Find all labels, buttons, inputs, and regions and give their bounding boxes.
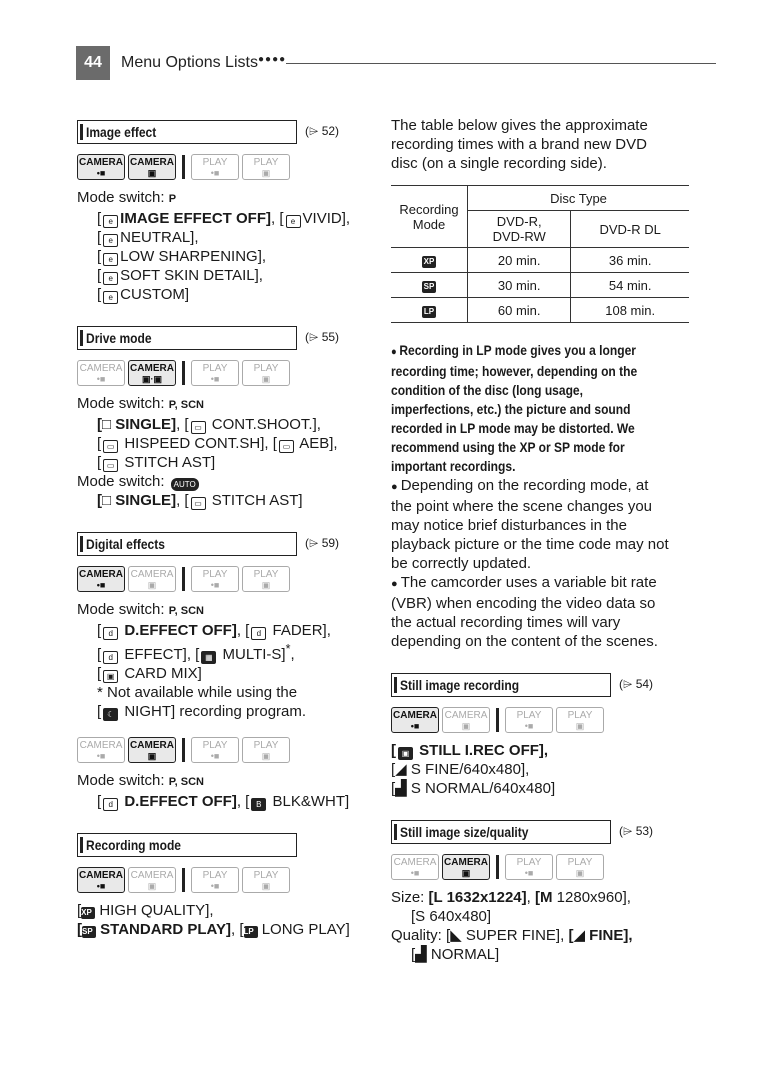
cont-shoot-option: CONT.SHOOT.],	[207, 416, 321, 433]
switch-label: Mode switch:	[77, 772, 165, 789]
dvd-r-head-2: DVD-RW	[492, 229, 546, 244]
table-cell: 36 min.	[571, 248, 689, 273]
mode-camera-movie-icon: CAMERA •■	[77, 566, 125, 592]
bracket: [	[97, 286, 102, 303]
box-bar	[394, 677, 397, 693]
drive-mode-modes	[77, 358, 377, 388]
sep: ,	[526, 889, 535, 906]
lp-note-1: ● Recording in LP mode gives you a longer	[391, 341, 692, 362]
bracket: [	[391, 742, 396, 759]
table-row	[391, 273, 689, 298]
stitch-icon: ▭	[103, 459, 118, 472]
recording-mode-title: Recording mode	[86, 837, 182, 853]
still-rec-line-1	[391, 741, 691, 760]
recording-mode-box	[77, 833, 297, 857]
neutral-option: NEUTRAL],	[120, 229, 199, 246]
drive-mode-line-1	[77, 415, 377, 434]
lp-note-5: recorded in LP mode may be distorted. We	[391, 420, 635, 436]
mode-camera-movie-icon: CAMERA •■	[391, 707, 439, 733]
drive-mode-title: Drive mode	[86, 330, 152, 346]
digital-effects-switch	[77, 600, 377, 621]
mode-play-still-icon: PLAY ▣	[242, 867, 290, 893]
vbr-note-3: the actual recording times will vary	[391, 614, 621, 631]
digital-effects-modes-2	[77, 735, 377, 765]
dvd-r-dl-header: DVD-R DL	[571, 211, 689, 248]
mode-camera-movie-icon: CAMERA •■	[391, 854, 439, 880]
header-rule	[286, 63, 716, 64]
bracket: [	[77, 902, 82, 919]
effect-off-icon: e	[103, 215, 118, 228]
digital-effects-box	[77, 532, 297, 556]
high-quality-option: HIGH QUALITY],	[95, 902, 214, 919]
multi-s-option: MULTI-S]	[218, 646, 286, 663]
image-effect-line-5	[77, 285, 377, 304]
sep: , [	[236, 793, 250, 810]
sep: , [	[176, 492, 189, 509]
drive-mode-line-4	[77, 491, 377, 510]
mode-camera-still-icon: CAMERA ▣	[442, 707, 490, 733]
effect-option: EFFECT], [	[120, 646, 200, 663]
low-sharpening-icon: e	[103, 253, 118, 266]
digital-effects-section	[77, 532, 377, 556]
drive-mode-line-2	[77, 434, 377, 453]
effect-icon: d	[103, 651, 118, 664]
box-bar	[80, 330, 83, 346]
table-cell: 30 min.	[468, 273, 571, 298]
sep: , [	[231, 921, 244, 938]
still-rec-modes	[391, 705, 691, 735]
bracket: , [	[271, 210, 284, 227]
scene-note-2: the point where the scene changes you	[391, 498, 653, 515]
vbr-note-1: ● The camcorder uses a variable bit rate	[391, 573, 691, 594]
single-option: [□ SINGLE]	[97, 416, 177, 433]
lp-icon: LP	[423, 307, 435, 316]
aeb-icon: ▭	[279, 440, 294, 453]
recording-mode-section	[77, 833, 377, 857]
fine-option: FINE],	[584, 927, 633, 944]
size-medium: 1280x960],	[552, 889, 631, 906]
lp-note-3: condition of the disc (long usage,	[391, 382, 583, 398]
image-effect-modes	[77, 152, 377, 182]
rec-mode-head-1: Recording	[399, 201, 459, 217]
box-bar	[394, 824, 397, 840]
bracket: [	[97, 248, 102, 265]
box-bar	[80, 837, 83, 853]
mode-play-movie-icon: PLAY •■	[191, 566, 239, 592]
still-rec-box	[391, 673, 611, 697]
stitch-icon: ▭	[191, 497, 206, 510]
bracket: [	[97, 665, 102, 682]
bracket: [	[391, 761, 396, 778]
switch-label: Mode switch:	[77, 473, 165, 490]
mode-play-still-icon: PLAY ▣	[556, 707, 604, 733]
right-column	[391, 116, 691, 964]
aeb-option: AEB],	[295, 435, 338, 452]
still-rec-ref: (⌲ 54)	[619, 677, 654, 691]
mode-divider	[182, 155, 185, 179]
bracket: [	[97, 646, 102, 663]
card-mix-icon: ▣	[103, 670, 118, 683]
still-rec-line-2	[391, 760, 691, 779]
mode-play-still-icon: PLAY ▣	[242, 154, 290, 180]
dvd-r-header	[468, 211, 571, 248]
fader-option: FADER],	[268, 622, 331, 639]
switch-value: P	[168, 193, 177, 205]
hispeed-icon: ▭	[103, 440, 118, 453]
still-size-ref: (⌲ 53)	[619, 824, 654, 838]
image-effect-title: Image effect	[86, 124, 157, 140]
mode-divider	[182, 738, 185, 762]
left-column	[77, 120, 377, 939]
auto-icon: AUTO	[171, 478, 199, 491]
quality-label: Quality:	[391, 927, 447, 944]
rec-mode-head-2: Mode	[412, 216, 446, 232]
bracket: [	[97, 622, 102, 639]
mode-play-movie-icon: PLAY •■	[191, 867, 239, 893]
digital-effects-note-1: * Not available while using the	[97, 684, 298, 701]
lp-note-7: important recordings.	[391, 458, 516, 474]
mode-camera-still-icon: CAMERA ▣	[128, 867, 176, 893]
still-size-line-3	[391, 926, 691, 945]
still-off-icon: ▣	[398, 747, 413, 760]
mode-play-still-icon: PLAY ▣	[242, 737, 290, 763]
digital-effects-title: Digital effects	[86, 536, 165, 552]
image-effect-line-4	[77, 266, 377, 285]
table-row	[391, 298, 689, 323]
recording-mode-line-2	[77, 920, 377, 939]
vbr-note-2: (VBR) when encoding the video data so	[391, 595, 656, 612]
bracket: [	[97, 210, 102, 227]
image-effect-ref: (⌲ 52)	[305, 124, 340, 138]
box-bar	[80, 536, 83, 552]
soft-skin-option: SOFT SKIN DETAIL],	[120, 267, 263, 284]
still-size-modes	[391, 852, 691, 882]
mode-play-still-icon: PLAY ▣	[242, 566, 290, 592]
bracket: [	[97, 229, 102, 246]
soft-skin-icon: e	[103, 272, 118, 285]
digital-effects-ref: (⌲ 59)	[305, 536, 340, 550]
scene-note-1: ● Depending on the recording mode, at	[391, 476, 691, 497]
scene-note-3: may notice brief disturbances in the	[391, 517, 627, 534]
image-effect-off: IMAGE EFFECT OFF]	[120, 210, 271, 227]
lp-note-4: imperfections, etc.) the picture and sound	[391, 401, 631, 417]
still-rec-line-3	[391, 779, 691, 798]
digital-effects-line-4	[77, 792, 377, 811]
intro-line-2: recording times with a brand new DVD	[391, 136, 647, 153]
table-cell: 20 min.	[468, 248, 571, 273]
custom-icon: e	[103, 291, 118, 304]
deffect-off-option: D.EFFECT OFF]	[120, 793, 237, 810]
mode-play-movie-icon: PLAY •■	[191, 360, 239, 386]
intro-line-1: The table below gives the approximate	[391, 117, 648, 134]
comma: ,	[290, 646, 295, 663]
fine-icon: ◢	[395, 761, 407, 778]
mode-play-movie-icon: PLAY •■	[505, 854, 553, 880]
footnote-mark: *	[285, 642, 291, 656]
low-sharpening-option: LOW SHARPENING],	[120, 248, 267, 265]
dvd-r-head-1: DVD-R,	[496, 214, 542, 229]
blk-wht-icon: B	[251, 798, 266, 811]
deffect-off-option: D.EFFECT OFF]	[120, 622, 237, 639]
vivid-icon: e	[286, 215, 301, 228]
drive-mode-section	[77, 326, 377, 350]
long-play-option: LONG PLAY]	[257, 921, 350, 938]
mode-play-still-icon: PLAY ▣	[242, 360, 290, 386]
night-option: NIGHT] recording program.	[120, 703, 307, 720]
digital-effects-note-2	[77, 702, 377, 721]
digital-effects-line-2	[77, 640, 377, 664]
header-title: Menu Options Lists	[121, 54, 258, 71]
still-rec-section	[391, 673, 691, 697]
mode-camera-still-icon: CAMERA ▣	[128, 737, 176, 763]
mode-camera-movie-icon: CAMERA •■	[77, 867, 125, 893]
mode-camera-movie-icon: CAMERA •■	[77, 360, 125, 386]
mode-camera-still-icon: CAMERA ▣	[442, 854, 490, 880]
still-size-title: Still image size/quality	[400, 824, 529, 840]
switch-value: P, SCN	[168, 605, 204, 617]
still-size-line-4	[391, 945, 691, 964]
drive-mode-switch	[77, 394, 377, 415]
mode-camera-still-icon: CAMERA ▣	[128, 566, 176, 592]
sep: , [	[236, 622, 250, 639]
blk-wht-option: BLK&WHT]	[268, 793, 350, 810]
sp-icon: SP	[82, 926, 96, 938]
lp-note-2: recording time; however, depending on the	[391, 363, 638, 379]
multi-s-icon: ▦	[201, 651, 216, 664]
table-cell: 60 min.	[468, 298, 571, 323]
mode-play-movie-icon: PLAY •■	[505, 707, 553, 733]
cont-shoot-icon: ▭	[191, 421, 206, 434]
digital-effects-line-3	[77, 664, 377, 683]
header-dots: ●●●●	[258, 54, 287, 65]
bracket: [	[446, 927, 451, 944]
xp-icon: XP	[81, 907, 95, 919]
still-size-line-2: [S 640x480]	[411, 908, 492, 925]
normal-icon: ▟	[395, 780, 407, 797]
bracket: [	[77, 921, 82, 938]
mode-play-movie-icon: PLAY •■	[191, 154, 239, 180]
normal-icon: ▟	[415, 946, 427, 963]
recording-mode-line-1	[77, 901, 377, 920]
stitch-option: STITCH AST]	[120, 454, 216, 471]
fine-icon: ◢	[573, 927, 585, 944]
intro-line-3: disc (on a single recording side).	[391, 155, 607, 172]
switch-value: P, SCN	[168, 399, 204, 411]
super-fine-icon: ◣	[450, 927, 462, 944]
single-option: [□ SINGLE]	[97, 492, 177, 509]
drive-mode-ref: (⌲ 55)	[305, 330, 340, 344]
card-mix-option: CARD MIX]	[120, 665, 202, 682]
image-effect-line-1	[77, 209, 377, 228]
image-effect-box	[77, 120, 297, 144]
scene-note-5: be correctly updated.	[391, 555, 532, 572]
drive-mode-box	[77, 326, 297, 350]
mode-play-still-icon: PLAY ▣	[556, 854, 604, 880]
mode-divider	[182, 361, 185, 385]
bracket: [	[411, 946, 416, 963]
bracket: [	[97, 454, 102, 471]
bracket: [	[97, 703, 102, 720]
table-row	[391, 248, 689, 273]
night-icon: ☾	[103, 708, 118, 721]
standard-play-option: STANDARD PLAY]	[96, 921, 232, 938]
lp-note-6: recommend using the XP or SP mode for	[391, 439, 625, 455]
mode-camera-movie-icon: CAMERA •■	[77, 737, 125, 763]
normal-option: NORMAL]	[426, 946, 500, 963]
page-header	[76, 46, 716, 82]
image-effect-line-2	[77, 228, 377, 247]
recording-mode-modes	[77, 865, 377, 895]
switch-label: Mode switch:	[77, 395, 165, 412]
size-large: [L 1632x1224]	[428, 889, 527, 906]
table-cell: 54 min.	[571, 273, 689, 298]
fine-option: S FINE/640x480],	[406, 761, 530, 778]
bracket: [	[97, 793, 102, 810]
bracket: [	[568, 927, 574, 944]
stitch-option: STITCH AST]	[207, 492, 303, 509]
sep: , [	[176, 416, 189, 433]
mode-camera-still-icon: CAMERA ▣·▣	[128, 360, 176, 386]
switch-label: Mode switch:	[77, 189, 165, 206]
table-cell: 108 min.	[571, 298, 689, 323]
bracket: [	[391, 780, 396, 797]
image-effect-line-3	[77, 247, 377, 266]
vbr-note-4: depending on the content of the scenes.	[391, 633, 658, 650]
lp-icon: LP	[244, 926, 258, 938]
mode-divider	[182, 868, 185, 892]
mode-play-movie-icon: PLAY •■	[191, 737, 239, 763]
switch-value: P, SCN	[168, 776, 204, 788]
drive-mode-line-3	[77, 453, 377, 472]
deffect-off-icon: d	[103, 798, 118, 811]
mode-divider	[496, 855, 499, 879]
neutral-icon: e	[103, 234, 118, 247]
still-rec-title: Still image recording	[400, 677, 520, 693]
fader-icon: d	[251, 627, 266, 640]
switch-label: Mode switch:	[77, 601, 165, 618]
page-number: 44	[76, 46, 110, 80]
rec-mode-header	[391, 186, 468, 248]
digital-effects-line-1	[77, 621, 377, 640]
digital-effects-switch-2	[77, 771, 377, 792]
disc-type-header: Disc Type	[468, 186, 690, 211]
box-bar	[80, 124, 83, 140]
custom-option: CUSTOM]	[120, 286, 190, 303]
mode-camera-movie-icon: CAMERA •■	[77, 154, 125, 180]
size-label: Size:	[391, 889, 429, 906]
still-off-option: STILL I.REC OFF],	[415, 742, 549, 759]
xp-icon: XP	[423, 257, 435, 266]
normal-option: S NORMAL/640x480]	[406, 780, 556, 797]
still-size-box	[391, 820, 611, 844]
still-size-line-1	[391, 888, 691, 907]
bracket: [	[97, 435, 102, 452]
still-size-section	[391, 820, 691, 844]
image-effect-switch	[77, 188, 377, 209]
mode-divider	[182, 567, 185, 591]
hispeed-option: HISPEED CONT.SH], [	[120, 435, 277, 452]
scene-note-4: playback picture or the time code may not	[391, 536, 669, 553]
sp-icon: SP	[423, 282, 435, 291]
vivid-option: VIVID],	[302, 210, 351, 227]
digital-effects-modes	[77, 564, 377, 594]
image-effect-section	[77, 120, 377, 144]
mode-camera-still-icon: CAMERA ▣	[128, 154, 176, 180]
recording-time-table	[391, 185, 689, 323]
size-medium-mark: [M	[535, 889, 553, 906]
bracket: [	[97, 267, 102, 284]
drive-mode-switch-2	[77, 472, 377, 491]
mode-divider	[496, 708, 499, 732]
deffect-off-icon: d	[103, 627, 118, 640]
super-fine-option: SUPER FINE],	[461, 927, 569, 944]
